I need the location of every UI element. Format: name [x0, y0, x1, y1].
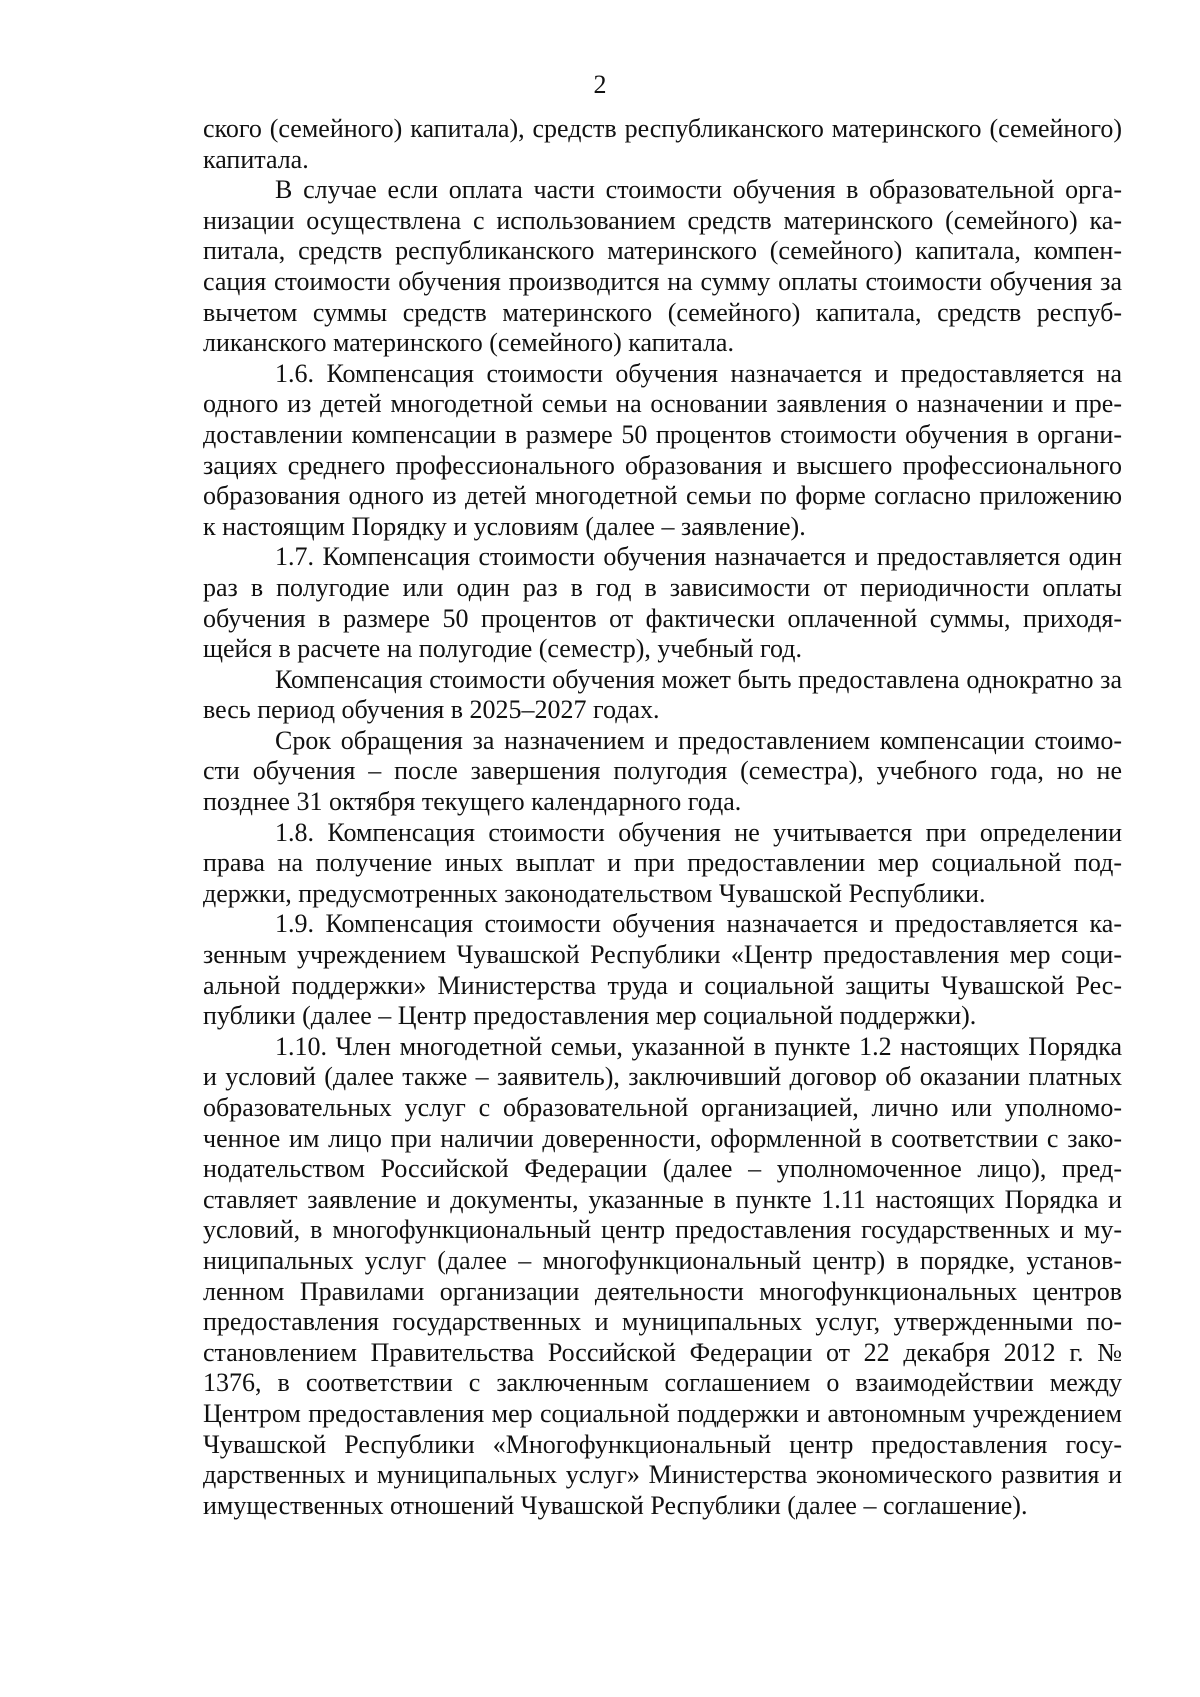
paragraph-1-8: 1.8. Компенсация стоимости обучения не учитывается при определении права на получение иных выплат и при предоставлении мер социальной поддержки, предусмотренных законодательством Чувашской Республики.: [203, 817, 1122, 908]
paragraph-1-9: 1.9. Компенсация стоимости обучения назначается и предоставляется казенным учреждением Чувашской Республики «Центр предоставления мер социальной поддержки» Министерства труда и социальной защиты Чувашской Республики (далее – Центр предоставления мер социальной поддержки).: [203, 909, 1122, 1031]
paragraph-application-deadline: Срок обращения за назначением и предоставлением компенсации стоимости обучения – после завершения полугодия (семестра), учебного года, но не позднее 31 октября текущего календарного года.: [203, 725, 1122, 817]
document-body: [203, 114, 1122, 1521]
paragraph-1-6: 1.6. Компенсация стоимости обучения назначается и предоставляется на одного из детей многодетной семьи на основании заявления о назначении и предоставлении компенсации в размере 50 процентов стоимости обучения в организациях среднего профессионального образования и высшего профессионального образования одного из детей многодетной семьи по форме согласно приложению к настоящим Порядку и условиям (далее – заявление).: [203, 358, 1122, 541]
paragraph-capital-continuation: ского (семейного) капитала), средств республиканского материнского (семейного) капитала.: [203, 114, 1122, 174]
page-number: 2: [593, 70, 607, 99]
paragraph-1-10: 1.10. Член многодетной семьи, указанной в пункте 1.2 настоящих Порядка и условий (далее также – заявитель), заключивший договор об оказании платных образовательных услуг с образовательной организацией, лично или уполномоченное им лицо при наличии доверенности, оформленной в соответствии с законодательством Российской Федерации (далее – уполномоченное лицо), представляет заявление и документы, указанные в пункте 1.11 настоящих Порядка и условий, в многофункциональный центр предоставления государственных и муниципальных услуг (далее – многофункциональный центр) в порядке, установленном Правилами организации деятельности многофункциональных центров предоставления государственных и муниципальных услуг, утвержденными постановлением Правительства Российской Федерации от 22 декабря 2012 г. № 1376, в соответствии с заключенным соглашением о взаимодействии между Центром предоставления мер социальной поддержки и автономным учреждением Чувашской Республики «Многофункциональный центр предоставления государственных и муниципальных услуг» Министерства экономического развития и имущественных отношений Чувашской Республики (далее – соглашение).: [203, 1031, 1122, 1520]
paragraph-one-time-compensation: Компенсация стоимости обучения может быть предоставлена однократно за весь период обучения в 2025–2027 годах.: [203, 664, 1122, 725]
paragraph-capital-deduction: В случае если оплата части стоимости обучения в образовательной организации осуществлена с использованием средств материнского (семейного) капитала, средств республиканского материнского (семейного) капитала, компенсация стоимости обучения производится на сумму оплаты стоимости обучения за вычетом суммы средств материнского (семейного) капитала, средств республиканского материнского (семейного) капитала.: [203, 175, 1122, 358]
paragraph-1-7: 1.7. Компенсация стоимости обучения назначается и предоставляется один раз в полугодие или один раз в год в зависимости от периодичности оплаты обучения в размере 50 процентов от фактически оплаченной суммы, приходящейся в расчете на полугодие (семестр), учебный год.: [203, 542, 1122, 664]
